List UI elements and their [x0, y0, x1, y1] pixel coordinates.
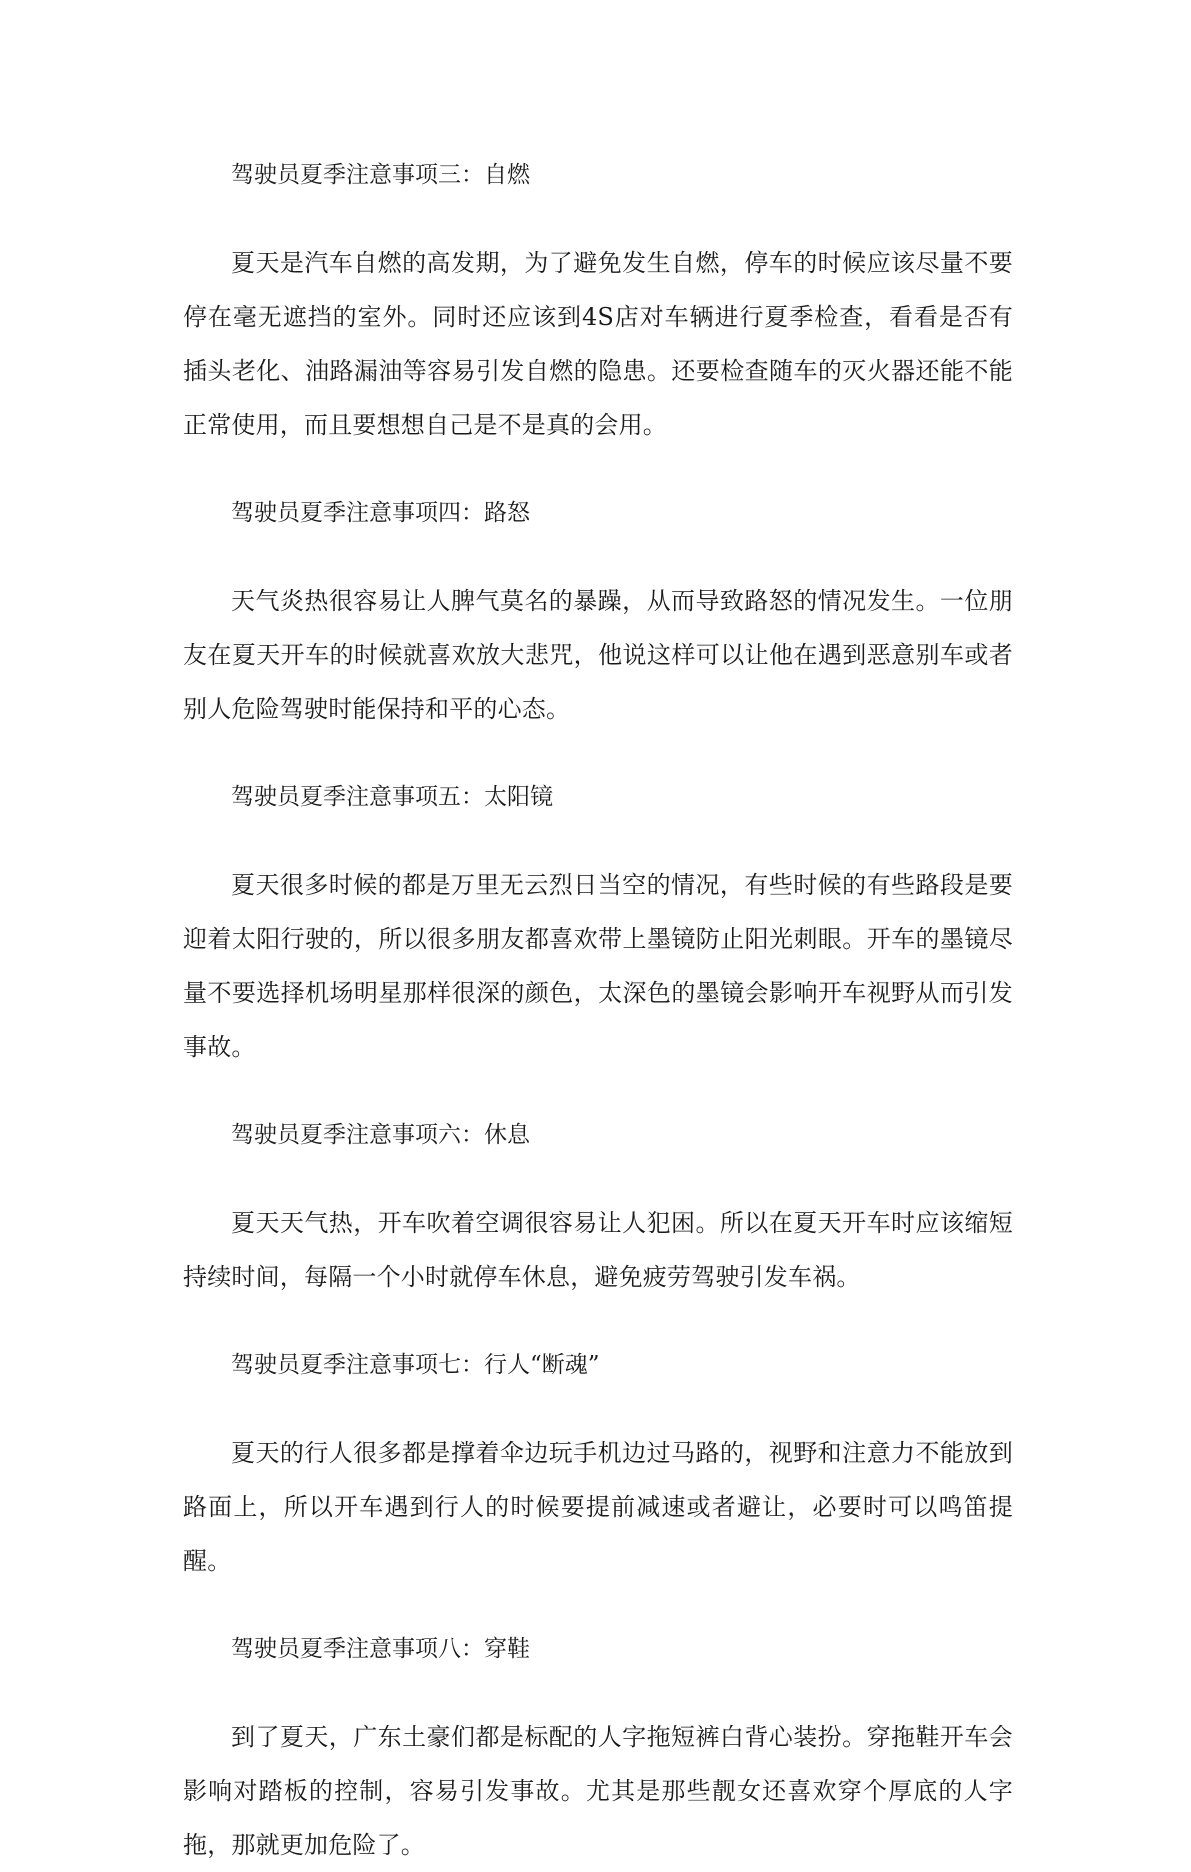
section-paragraph: 夏天是汽车自燃的高发期，为了避免发生自燃，停车的时候应该尽量不要停在毫无遮挡的室外。同时还应该到4S店对车辆进行夏季检查，看看是否有插头老化、油路漏油等容易引发自燃的隐患。还要检查随车的灭火器还能不能正常使用，而且要想想自己是不是真的会用。	[183, 249, 1013, 439]
section-heading: 驾驶员夏季注意事项四：路怒	[231, 500, 530, 526]
section-paragraph: 夏天的行人很多都是撑着伞边玩手机边过马路的，视野和注意力不能放到路面上，所以开车遇到行人的时候要提前减速或者避让，必要时可以鸣笛提醒。	[183, 1439, 1013, 1575]
section-heading: 驾驶员夏季注意事项三：自燃	[231, 162, 530, 188]
document-body	[183, 150, 1013, 1872]
section-heading: 驾驶员夏季注意事项七：行人“断魂”	[231, 1352, 600, 1378]
section-paragraph: 夏天天气热，开车吹着空调很容易让人犯困。所以在夏天开车时应该缩短持续时间，每隔一个小时就停车休息，避免疲劳驾驶引发车祸。	[183, 1209, 1013, 1291]
section-paragraph: 到了夏天，广东土豪们都是标配的人字拖短裤白背心装扮。穿拖鞋开车会影响对踏板的控制，容易引发事故。尤其是那些靓女还喜欢穿个厚底的人字拖，那就更加危险了。	[183, 1723, 1013, 1859]
section-heading: 驾驶员夏季注意事项八：穿鞋	[231, 1636, 530, 1662]
section-heading: 驾驶员夏季注意事项五：太阳镜	[231, 784, 553, 810]
section-paragraph: 夏天很多时候的都是万里无云烈日当空的情况，有些时候的有些路段是要迎着太阳行驶的，所以很多朋友都喜欢带上墨镜防止阳光刺眼。开车的墨镜尽量不要选择机场明星那样很深的颜色，太深色的墨镜会影响开车视野从而引发事故。	[183, 871, 1013, 1061]
section-paragraph: 天气炎热很容易让人脾气莫名的暴躁，从而导致路怒的情况发生。一位朋友在夏天开车的时候就喜欢放大悲咒，他说这样可以让他在遇到恶意别车或者别人危险驾驶时能保持和平的心态。	[183, 587, 1013, 723]
section-heading: 驾驶员夏季注意事项六：休息	[231, 1122, 530, 1148]
